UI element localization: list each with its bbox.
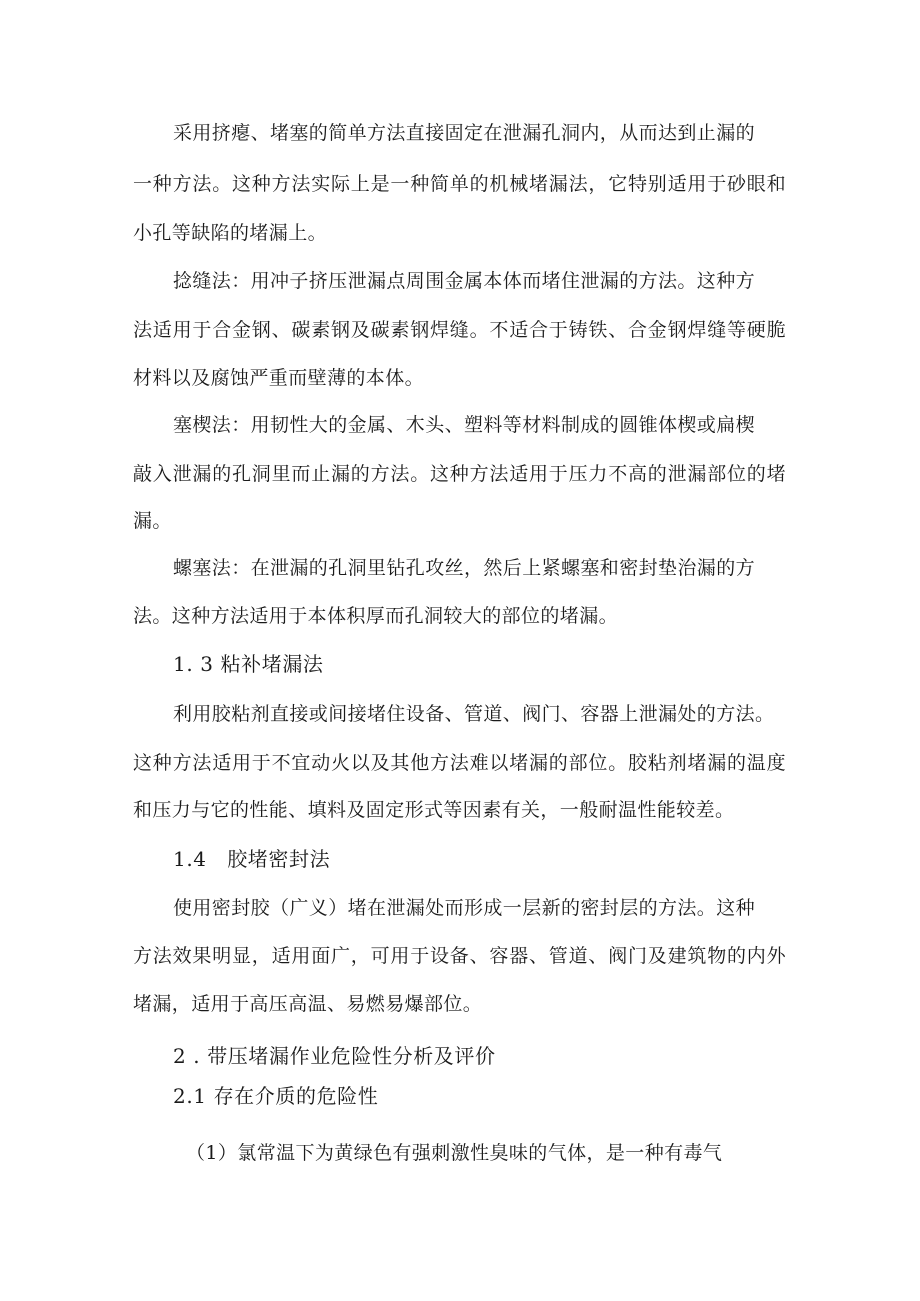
para-adhesive-line-2: 这种方法适用于不宜动火以及其他方法难以堵漏的部位。胶粘剂堵漏的温度 bbox=[133, 752, 787, 774]
para-caulk-line-1: 捻缝法：用冲子挤压泄漏点周围金属本体而堵住泄漏的方法。这种方 bbox=[173, 270, 756, 292]
para-wedge-line-2: 敲入泄漏的孔洞里而止漏的方法。这种方法适用于压力不高的泄漏部位的堵 bbox=[133, 463, 787, 485]
section-heading-1-3: 1. 3 粘补堵漏法 bbox=[173, 652, 324, 676]
para-adhesive-line-3: 和压力与它的性能、填料及固定形式等因素有关，一般耐温性能较差。 bbox=[133, 799, 735, 821]
para-squeeze-line-1: 采用挤瘪、堵塞的简单方法直接固定在泄漏孔洞内，从而达到止漏的 bbox=[173, 122, 756, 144]
para-plug-line-2: 法。这种方法适用于本体积厚而孔洞较大的部位的堵漏。 bbox=[133, 605, 619, 627]
para-wedge-line-1: 塞楔法：用韧性大的金属、木头、塑料等材料制成的圆锥体楔或扁楔 bbox=[173, 414, 756, 436]
para-sealant-line-1: 使用密封胶（广义）堵在泄漏处而形成一层新的密封层的方法。这种 bbox=[173, 897, 756, 919]
para-chlorine-line-1: （1）氯常温下为黄绿色有强刺激性臭味的气体，是一种有毒气 bbox=[186, 1142, 723, 1164]
para-squeeze-line-3: 小孔等缺陷的堵漏上。 bbox=[133, 222, 328, 244]
para-caulk-line-3: 材料以及腐蚀严重而壁薄的本体。 bbox=[133, 367, 425, 389]
para-caulk-line-2: 法适用于合金钢、碳素钢及碳素钢焊缝。不适合于铸铁、合金钢焊缝等硬脆 bbox=[133, 319, 787, 341]
para-squeeze-line-2: 一种方法。这种方法实际上是一种简单的机械堵漏法，它特别适用于砂眼和 bbox=[133, 173, 787, 195]
section-heading-2-1: 2.1 存在介质的危险性 bbox=[173, 1084, 379, 1108]
section-heading-1-4: 1.4 胶堵密封法 bbox=[173, 847, 331, 871]
para-adhesive-line-1: 利用胶粘剂直接或间接堵住设备、管道、阀门、容器上泄漏处的方法。 bbox=[173, 703, 775, 725]
para-sealant-line-2: 方法效果明显，适用面广，可用于设备、容器、管道、阀门及建筑物的内外 bbox=[133, 945, 787, 967]
section-heading-2: 2 . 带压堵漏作业危险性分析及评价 bbox=[173, 1044, 496, 1068]
para-sealant-line-3: 堵漏，适用于高压高温、易燃易爆部位。 bbox=[133, 993, 483, 1015]
para-wedge-line-3: 漏。 bbox=[133, 510, 172, 532]
para-plug-line-1: 螺塞法：在泄漏的孔洞里钻孔攻丝，然后上紧螺塞和密封垫治漏的方 bbox=[173, 557, 756, 579]
